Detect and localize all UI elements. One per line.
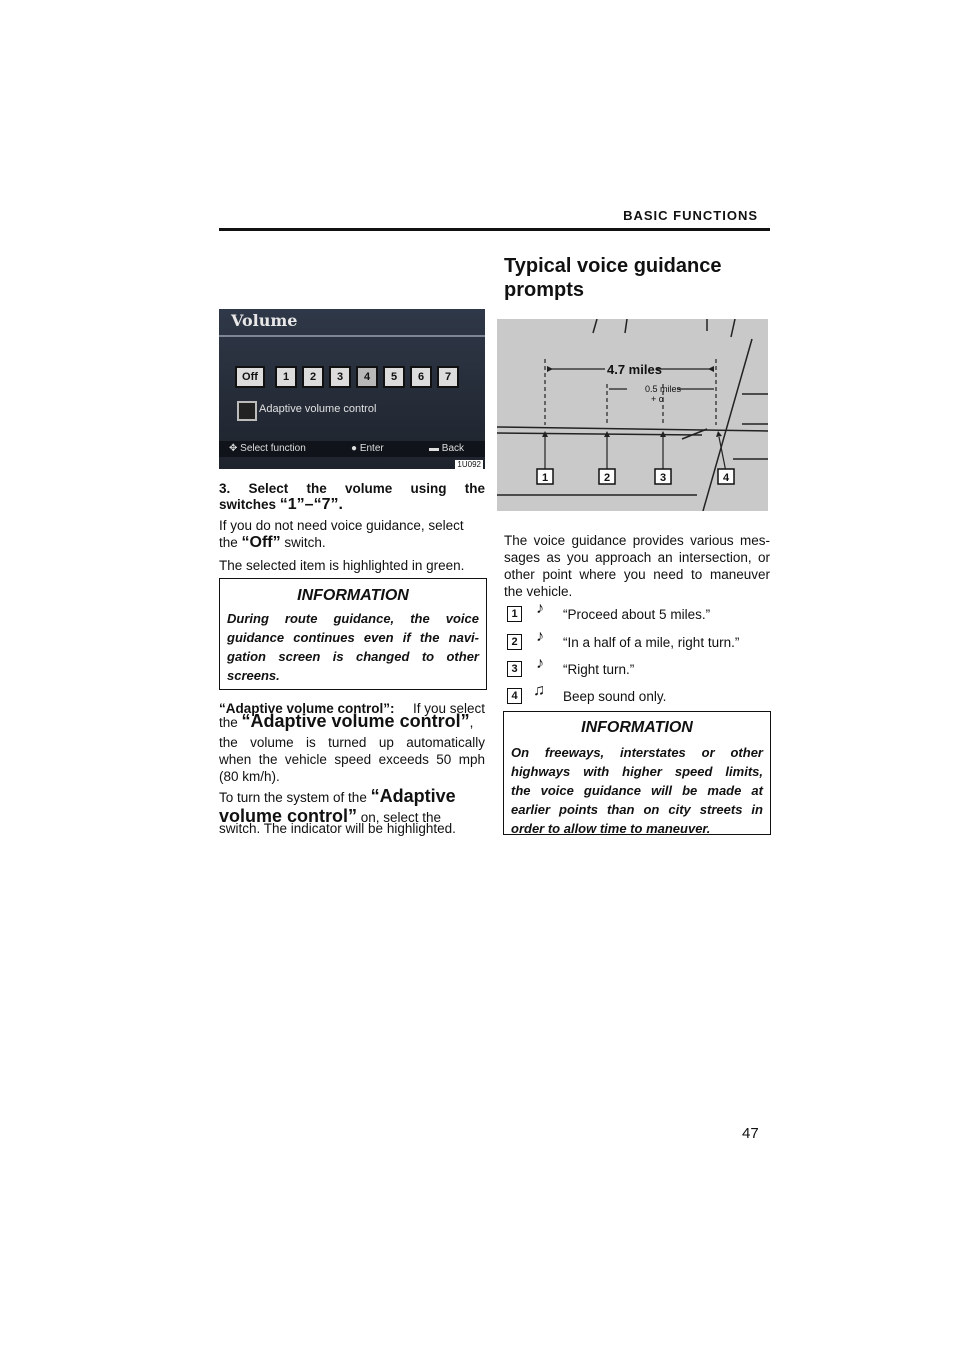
- header-rule: [219, 228, 770, 231]
- avc-line-3: the volume is turned up automatically: [219, 735, 485, 750]
- info-left-line: screens.: [227, 668, 280, 683]
- page-number: 47: [742, 1125, 759, 1142]
- volume-1-button[interactable]: 1: [275, 366, 297, 388]
- volume-3-button[interactable]: 3: [329, 366, 351, 388]
- desc-line-3: other point where you need to maneuver: [504, 567, 770, 582]
- adaptive-volume-checkbox[interactable]: [237, 401, 257, 421]
- info-right-line: earlier points than on city streets in: [511, 802, 763, 817]
- footer-back: ▬ Back: [429, 443, 465, 454]
- volume-2-button[interactable]: 2: [302, 366, 324, 388]
- info-right-line: order to allow time to maneuver.: [511, 821, 711, 836]
- desc-line-2: sages as you approach an intersection, or: [504, 550, 770, 565]
- prompt-number: 4: [507, 688, 522, 704]
- screen-title-bar: [219, 335, 485, 337]
- music-note-icon: ♪: [536, 628, 544, 645]
- selected-paragraph: The selected item is highlighted in green.: [219, 558, 465, 573]
- prompt-text: Beep sound only.: [563, 689, 667, 704]
- map-svg: [497, 319, 768, 511]
- info-title-left: INFORMATION: [297, 587, 409, 604]
- guidance-map: [497, 319, 768, 511]
- beep-notes-icon: ♫: [533, 682, 545, 699]
- off-paragraph-line-1: If you do not need voice guidance, select: [219, 518, 464, 533]
- info-right-line: highways with higher speed limits,: [511, 764, 763, 779]
- prompt-number: 2: [507, 634, 522, 650]
- joystick-icon: ✥: [229, 443, 238, 454]
- info-box-right: [503, 711, 771, 835]
- turn-line-3: switch. The indicator will be highlighted.: [219, 821, 456, 836]
- turn-line-2: volume control” on, select the: [219, 806, 442, 826]
- off-paragraph-line-2: the “Off” switch.: [219, 534, 326, 551]
- desc-line-1: The voice guidance provides various mes-: [504, 533, 770, 548]
- avc-line-5: (80 km/h).: [219, 769, 280, 784]
- info-box-left: [219, 578, 487, 690]
- volume-off-button[interactable]: Off: [235, 366, 265, 388]
- step-line-2: switches “1”–“7”.: [219, 496, 343, 513]
- footer-select: ✥ Select function: [229, 443, 306, 454]
- avc-line-1: “Adaptive volume control”: If you select: [219, 701, 485, 716]
- desc-line-4: the vehicle.: [504, 584, 573, 599]
- info-left-line: During route guidance, the voice: [227, 611, 479, 626]
- turn-line-1: To turn the system of the “Adaptive: [219, 786, 456, 806]
- prompt-text: “In a half of a mile, right turn.”: [563, 635, 740, 650]
- map-marker-4: 4: [722, 472, 730, 484]
- avc-line-2: the “Adaptive volume control”,: [219, 711, 474, 731]
- prompt-text: “Right turn.”: [563, 662, 635, 677]
- info-right-line: On freeways, interstates or other: [511, 745, 763, 760]
- prompt-number: 3: [507, 661, 522, 677]
- volume-6-button[interactable]: 6: [410, 366, 432, 388]
- volume-4-button[interactable]: 4: [356, 366, 378, 388]
- enter-icon: ●: [351, 443, 358, 454]
- info-right-line: the voice guidance will be made at: [511, 783, 763, 798]
- section-heading: Typical voice guidance prompts: [504, 255, 722, 301]
- info-left-line: gation screen is changed to other: [227, 649, 479, 664]
- distance-alpha-label: + α: [651, 394, 664, 404]
- info-left-line: guidance continues even if the navi-: [227, 630, 479, 645]
- map-marker-1: 1: [541, 472, 549, 484]
- music-note-icon: ♪: [536, 600, 544, 617]
- footer-enter: ● Enter: [351, 443, 384, 454]
- adaptive-volume-label: Adaptive volume control: [259, 403, 377, 415]
- figure-code: 1U092: [457, 460, 481, 469]
- back-icon: ▬: [429, 443, 439, 454]
- volume-screen: [219, 309, 485, 469]
- music-note-icon: ♪: [536, 655, 544, 672]
- section-title: BASIC FUNCTIONS: [623, 208, 758, 223]
- distance-0-5-label: 0.5 miles: [645, 384, 682, 394]
- screen-title: Volume: [231, 311, 298, 330]
- step-line-1: 3. Select the volume using the: [219, 481, 485, 496]
- prompt-text: “Proceed about 5 miles.”: [563, 607, 711, 622]
- volume-7-button[interactable]: 7: [437, 366, 459, 388]
- distance-4-7-label: 4.7 miles: [607, 362, 662, 377]
- prompt-number: 1: [507, 606, 522, 622]
- avc-line-4: when the vehicle speed exceeds 50 mph: [219, 752, 485, 767]
- volume-5-button[interactable]: 5: [383, 366, 405, 388]
- map-marker-3: 3: [659, 472, 667, 484]
- info-title-right: INFORMATION: [581, 719, 693, 736]
- map-marker-2: 2: [603, 472, 611, 484]
